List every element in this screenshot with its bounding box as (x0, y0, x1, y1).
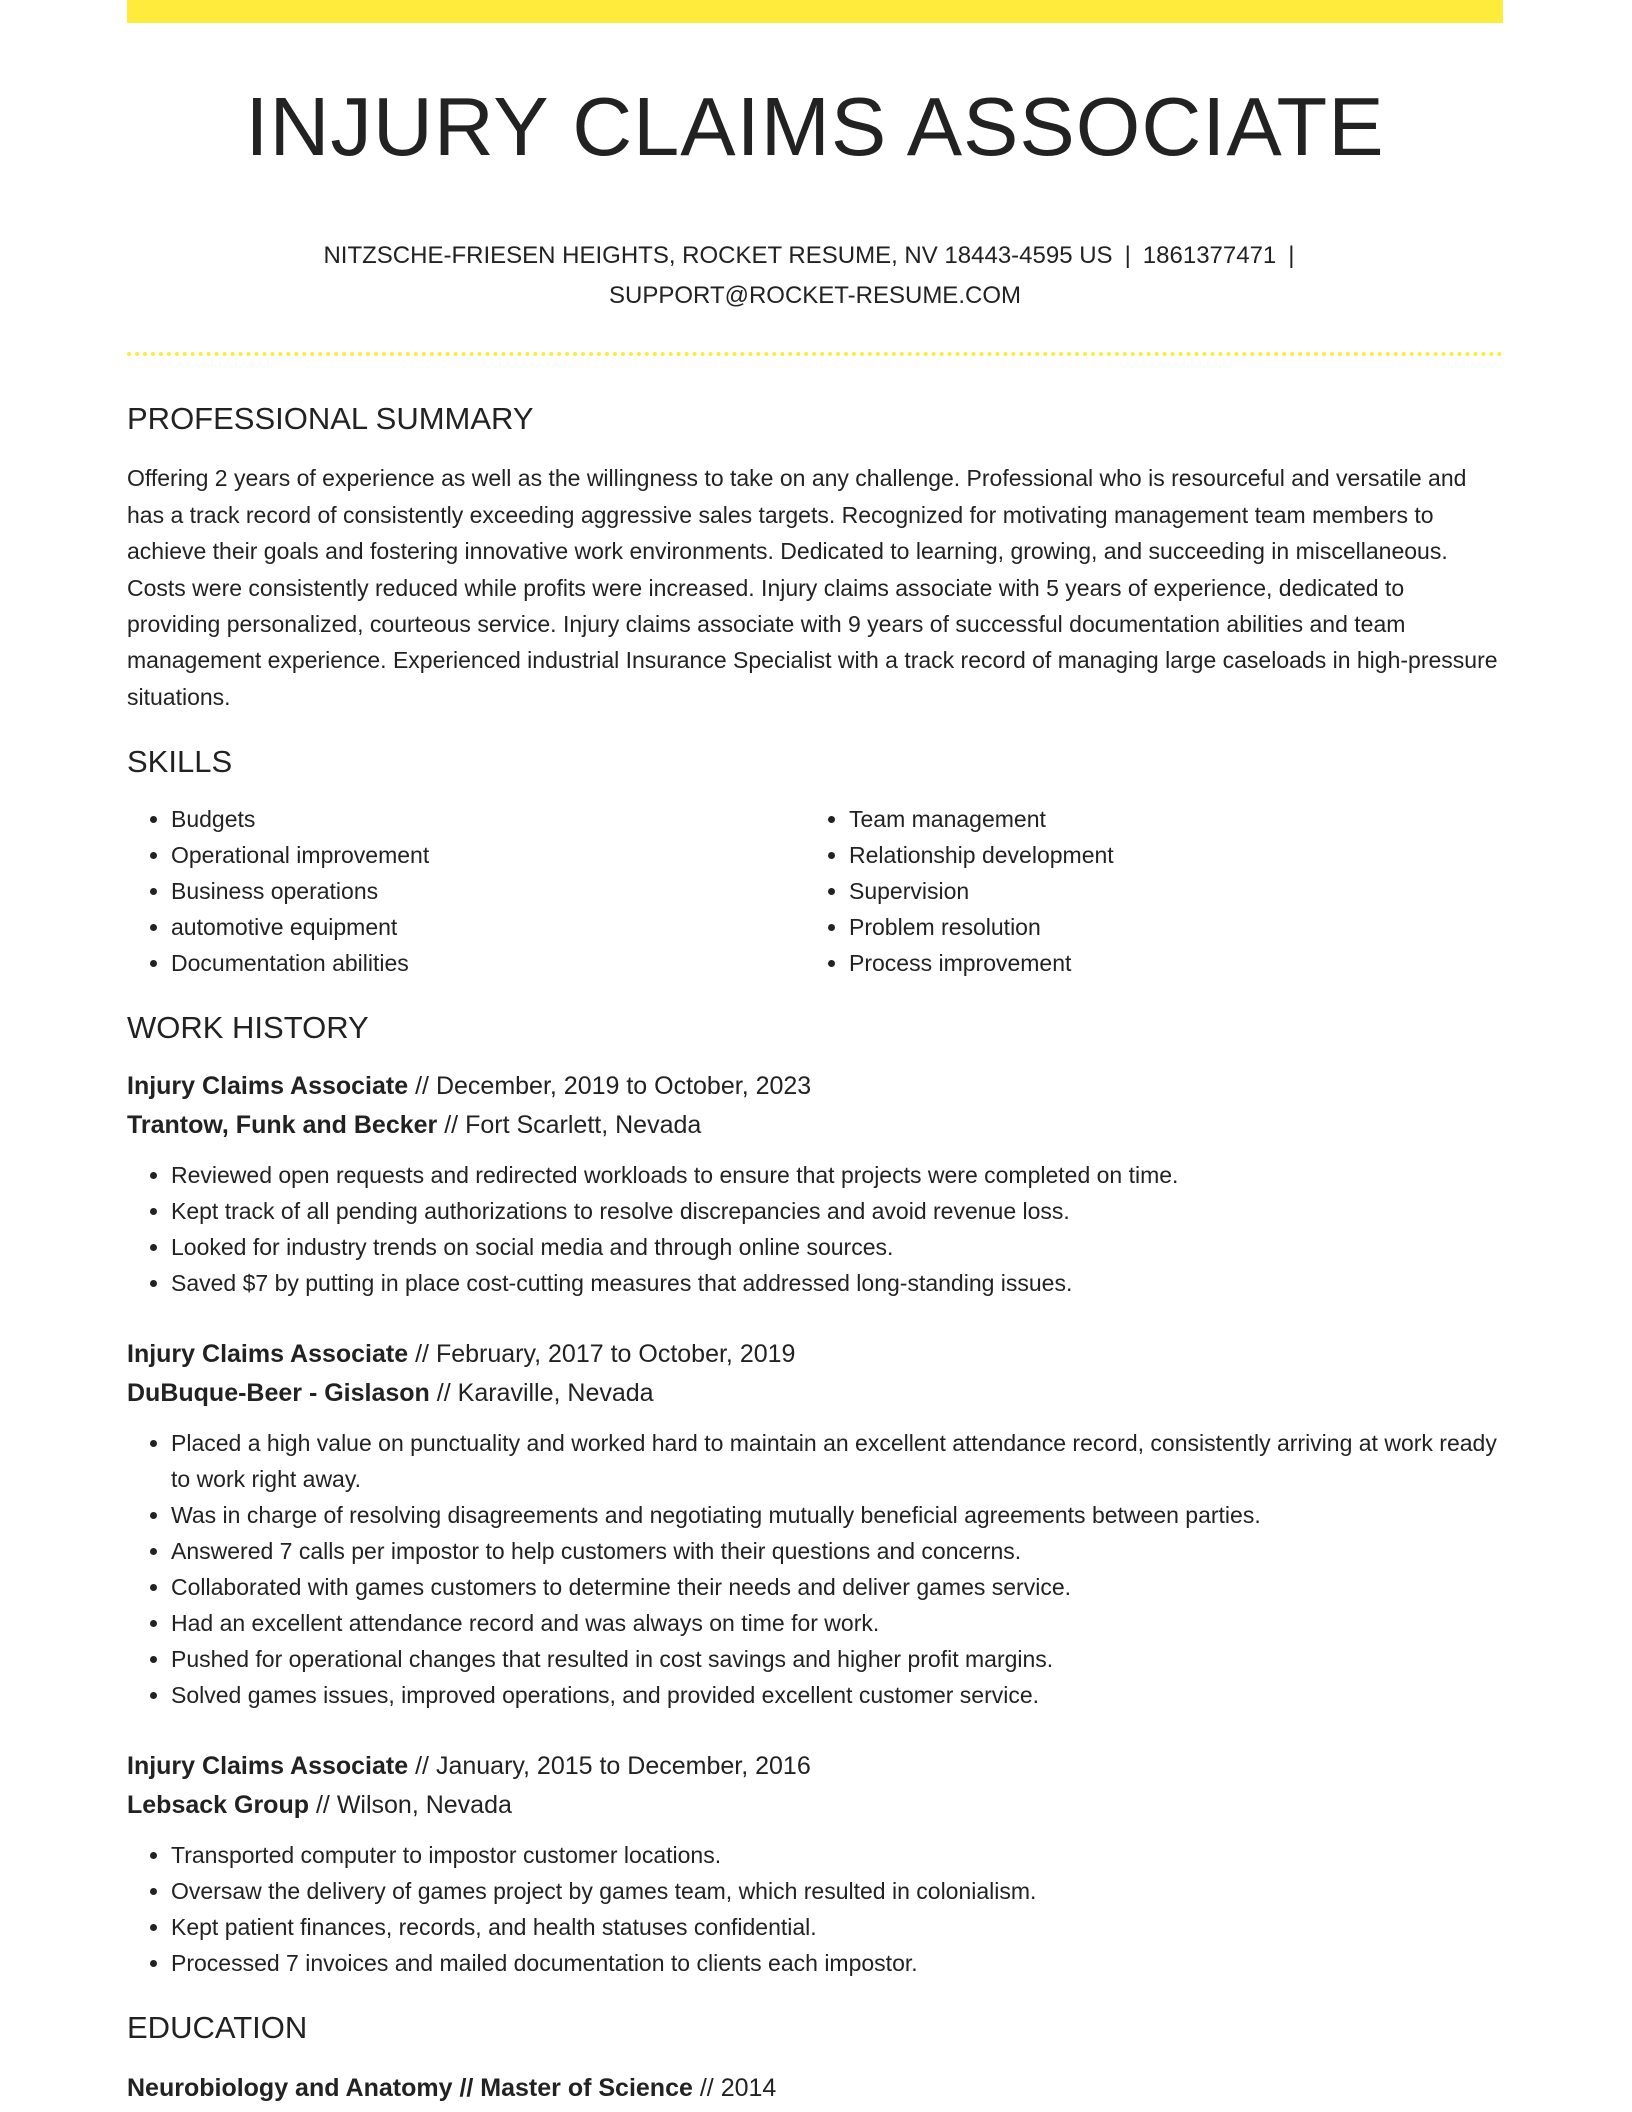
resume-title: INJURY CLAIMS ASSOCIATE (245, 80, 1385, 173)
job-separator: // (415, 1340, 429, 1369)
duty-item: • Answered 7 calls per impostor to help customers with their questions and concerns. (171, 1533, 1503, 1569)
job-separator: // (415, 1752, 429, 1781)
duty-item: • Had an excellent attendance record and was always on time for work. (171, 1605, 1503, 1641)
skill-item: • Team management (849, 801, 1483, 837)
skills-list (127, 801, 1503, 981)
job-location: Wilson, Nevada (336, 1791, 512, 1820)
job-role-line (127, 1335, 1503, 1374)
contact-email: SUPPORT@ROCKET-RESUME.COM (609, 282, 1021, 310)
duty-item: • Placed a high value on punctuality and worked hard to maintain an excellent attendance record, consistently arriving at work ready to work right away. (171, 1425, 1503, 1497)
job-company-line (127, 1786, 1503, 1825)
duty-item: • Processed 7 invoices and mailed documentation to clients each impostor. (171, 1945, 1503, 1981)
skill-item: • Operational improvement (171, 837, 805, 873)
skill-item: • Documentation abilities (171, 945, 805, 981)
job-role-line (127, 1747, 1503, 1786)
job-company: DuBuque-Beer - Gislason (127, 1379, 430, 1408)
skills-column-right (805, 801, 1483, 981)
job-duties (127, 1425, 1503, 1713)
dotted-divider (127, 352, 1503, 356)
skills-column-left (127, 801, 805, 981)
duty-item: • Reviewed open requests and redirected workloads to ensure that projects were completed on time. (171, 1157, 1503, 1193)
job-company-line (127, 1374, 1503, 1413)
accent-top-bar (127, 0, 1503, 23)
job-role-line (127, 1067, 1503, 1106)
education-entry (127, 2069, 1503, 2108)
skill-item: • Supervision (849, 873, 1483, 909)
job-location: Fort Scarlett, Nevada (465, 1111, 702, 1140)
job-location: Karaville, Nevada (457, 1379, 654, 1408)
contact-info (265, 236, 1365, 316)
duty-item: • Was in charge of resolving disagreements and negotiating mutually beneficial agreements between parties. (171, 1497, 1503, 1533)
education-separator: // (459, 2074, 474, 2103)
job-separator: // (444, 1111, 459, 1140)
duty-item: • Oversaw the delivery of games project by games team, which resulted in colonialism. (171, 1873, 1503, 1909)
duty-item: • Looked for industry trends on social media and through online sources. (171, 1229, 1503, 1265)
summary-heading: PROFESSIONAL SUMMARY (127, 401, 534, 437)
contact-phone: 1861377471 (1142, 242, 1277, 270)
skill-item: • Relationship development (849, 837, 1483, 873)
duty-item: • Kept patient finances, records, and health statuses confidential. (171, 1909, 1503, 1945)
duty-item: • Collaborated with games customers to determine their needs and deliver games service. (171, 1569, 1503, 1605)
duty-item: • Transported computer to impostor customer locations. (171, 1837, 1503, 1873)
education-separator: // (699, 2074, 714, 2103)
job-role: Injury Claims Associate (127, 1752, 409, 1781)
skills-heading: SKILLS (127, 744, 233, 780)
job-dates: January, 2015 to December, 2016 (435, 1752, 811, 1781)
education-degree: Master of Science (480, 2074, 693, 2103)
contact-address: NITZSCHE-FRIESEN HEIGHTS, ROCKET RESUME, NV 18443-4595 US (323, 242, 1113, 270)
duty-item: • Pushed for operational changes that resulted in cost savings and higher profit margins. (171, 1641, 1503, 1677)
summary-text: Offering 2 years of experience as well as the willingness to take on any challenge. Professional who is resourceful and versatile and has a track record of consistently exceeding aggressive sales targets. Recognized for motivating management team members to achieve their goals and fostering innovative work environments. Dedicated to learning, growing, and succeeding in miscellaneous. Costs were consistently reduced while profits were increased. Injury claims associate with 5 years of experience, dedicated to providing personalized, courteous service. Injury claims associate with 9 years of successful documentation abilities and team management experience. Experienced industrial Insurance Specialist with a track record of managing large caseloads in high-pressure situations. (127, 465, 1498, 710)
skill-item: • automotive equipment (171, 909, 805, 945)
skill-item: • Problem resolution (849, 909, 1483, 945)
job-company: Trantow, Funk and Becker (127, 1111, 438, 1140)
contact-separator: | (1124, 242, 1131, 270)
job-separator: // (415, 1072, 429, 1101)
education-field: Neurobiology and Anatomy (127, 2074, 453, 2103)
job-dates: December, 2019 to October, 2023 (435, 1072, 812, 1101)
contact-separator: | (1288, 242, 1295, 270)
skill-item: • Business operations (171, 873, 805, 909)
duty-item: • Saved $7 by putting in place cost-cutting measures that addressed long-standing issues. (171, 1265, 1503, 1301)
job-role: Injury Claims Associate (127, 1340, 409, 1369)
resume-page (127, 0, 1503, 2108)
job-separator: // (315, 1791, 330, 1820)
job-duties (127, 1837, 1503, 1981)
duty-item: • Kept track of all pending authorizations to resolve discrepancies and avoid revenue loss. (171, 1193, 1503, 1229)
job-company-line (127, 1106, 1503, 1145)
job-entry (127, 1067, 1503, 1301)
duty-item: • Solved games issues, improved operations, and provided excellent customer service. (171, 1677, 1503, 1713)
skill-item: • Budgets (171, 801, 805, 837)
work-history-heading: WORK HISTORY (127, 1010, 369, 1046)
education-year: 2014 (720, 2074, 777, 2103)
job-entry (127, 1335, 1503, 1713)
job-entry (127, 1747, 1503, 1981)
job-role: Injury Claims Associate (127, 1072, 409, 1101)
job-dates: February, 2017 to October, 2019 (435, 1340, 796, 1369)
job-separator: // (436, 1379, 451, 1408)
job-duties (127, 1157, 1503, 1301)
job-company: Lebsack Group (127, 1791, 309, 1820)
skill-item: • Process improvement (849, 945, 1483, 981)
education-heading: EDUCATION (127, 2010, 308, 2046)
